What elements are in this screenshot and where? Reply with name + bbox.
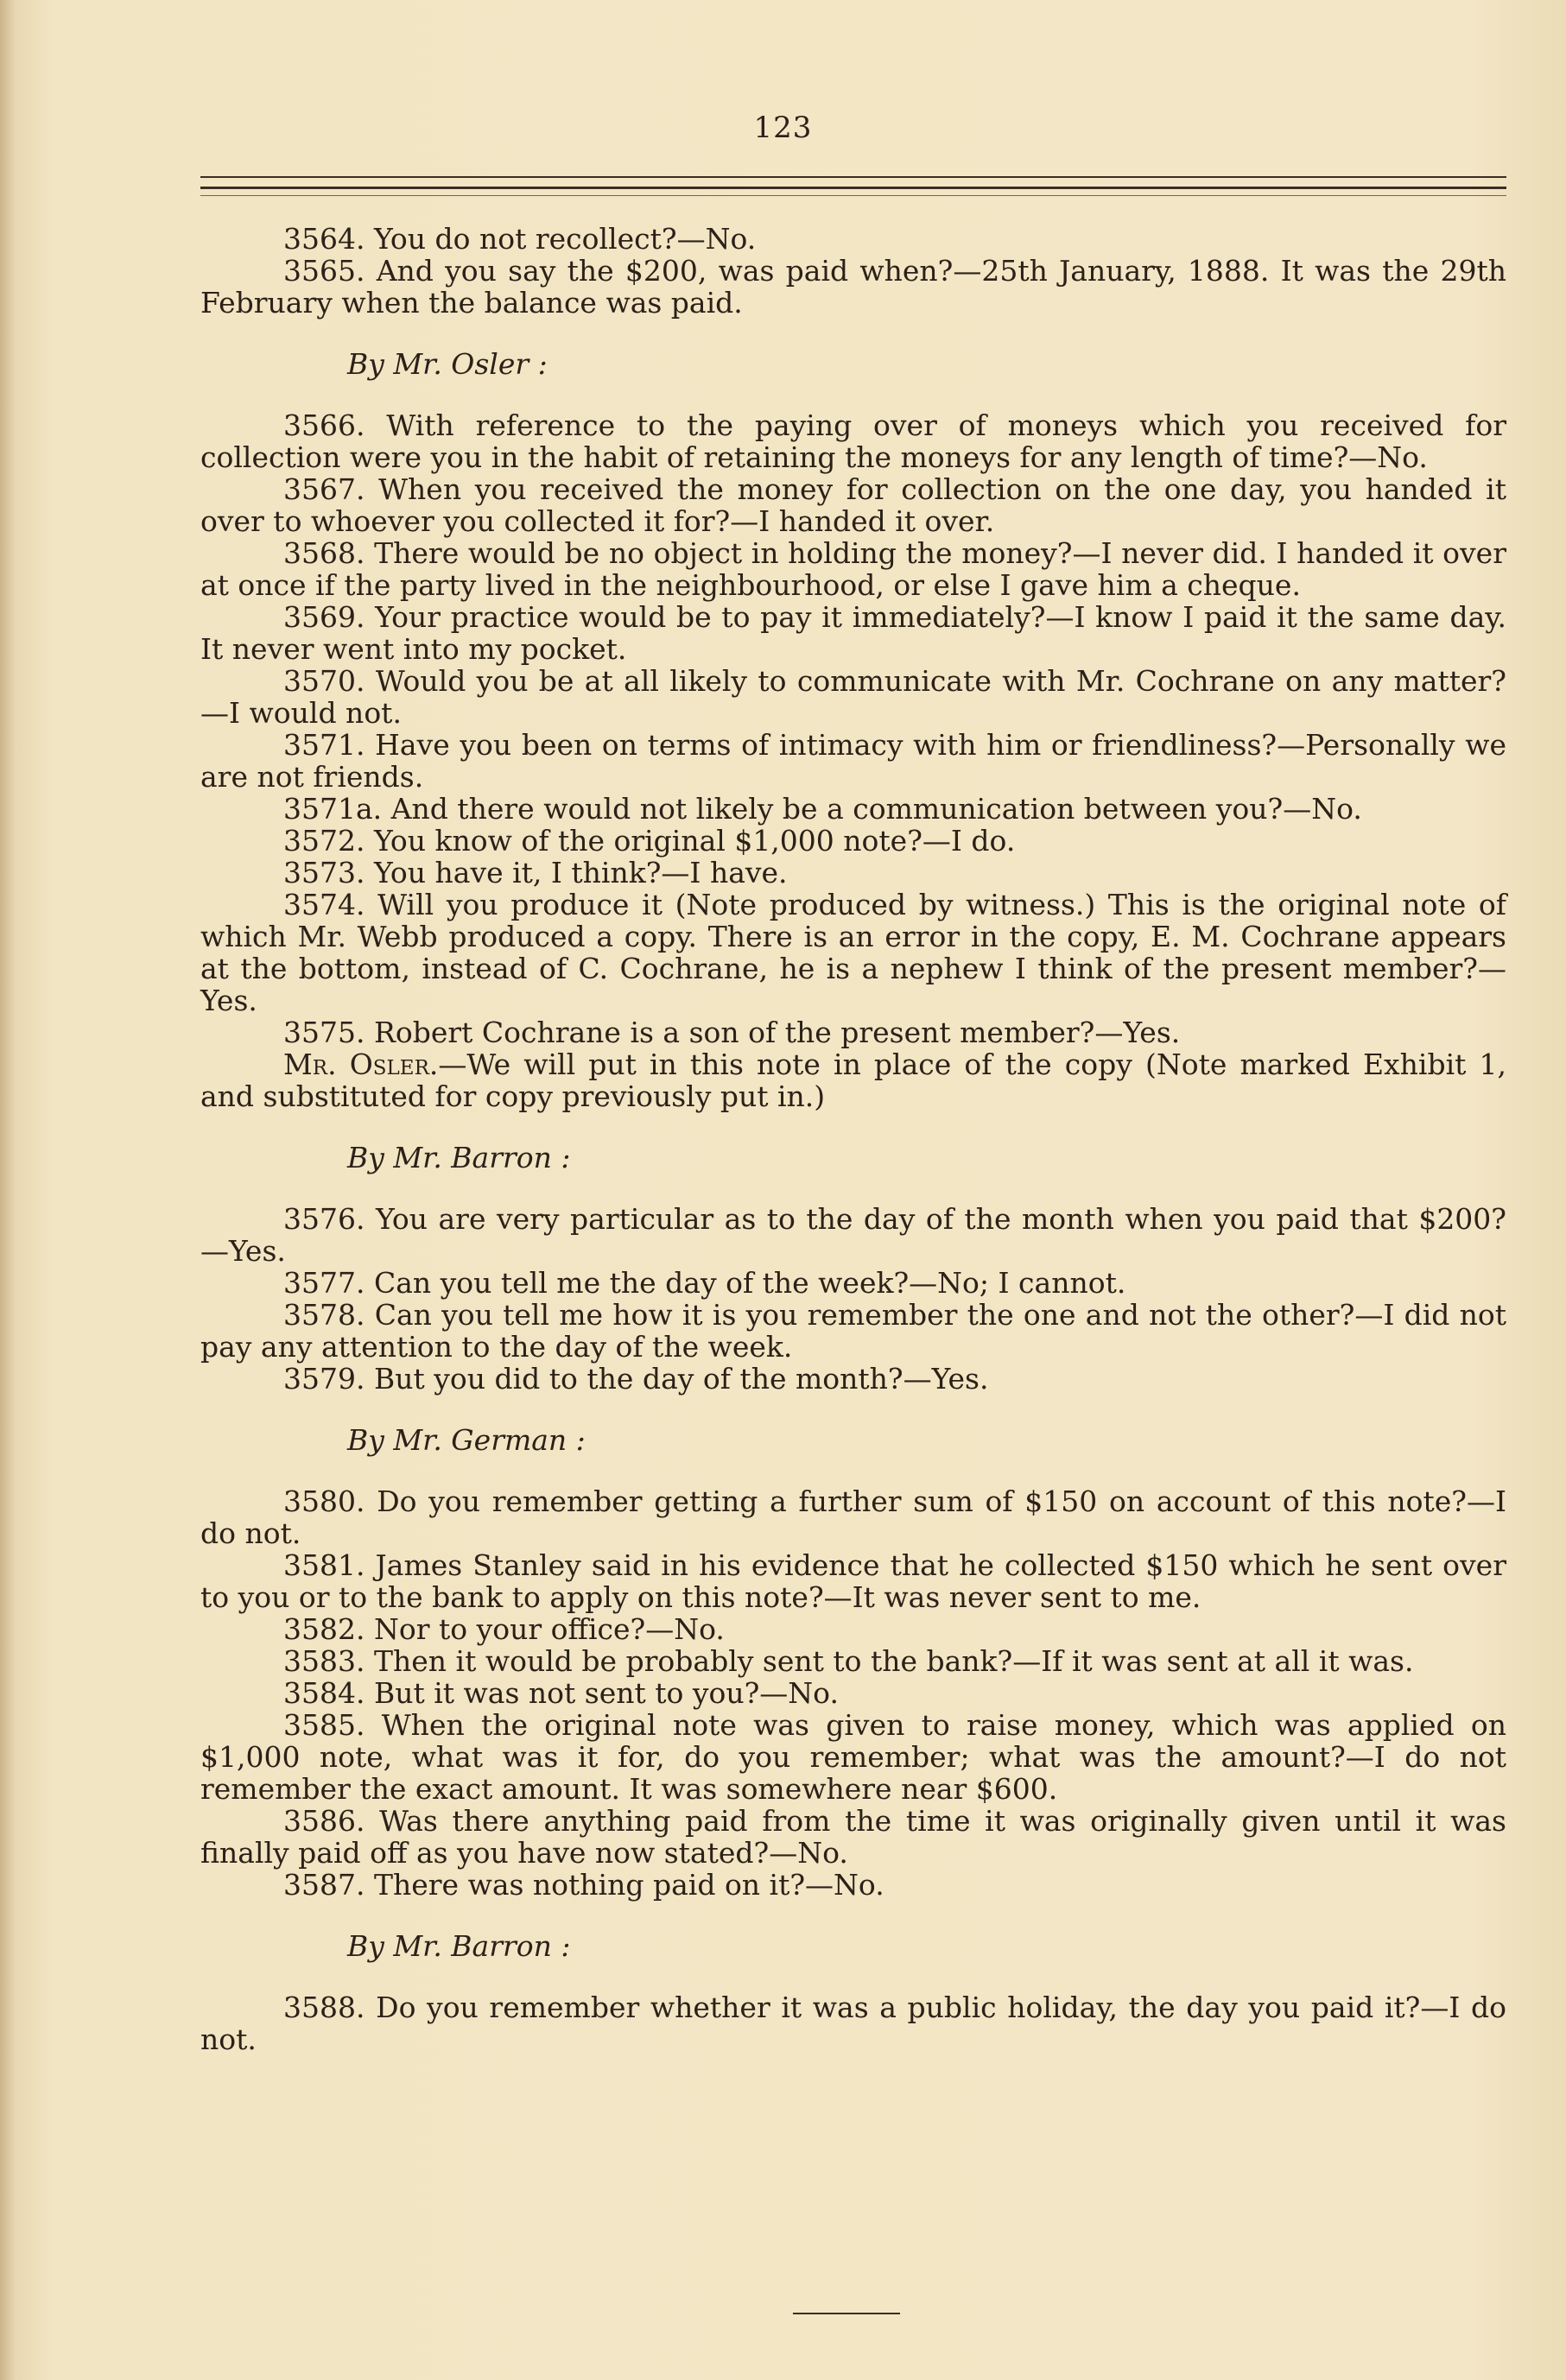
- question-entry: [200, 1363, 1506, 1395]
- question-number: 3580.: [283, 1484, 365, 1518]
- question-text: Robert Cochrane is a son of the present member?—Yes.: [373, 1016, 1181, 1049]
- question-number: 3568.: [283, 536, 365, 570]
- question-number: 3579.: [283, 1362, 365, 1396]
- question-entry: [200, 1709, 1506, 1805]
- question-text: Your practice would be to pay it immediately?—I know I paid it the same day. It never went into my pocket.: [200, 600, 1506, 666]
- footer-rule: [793, 2313, 900, 2314]
- question-entry: [200, 1267, 1506, 1299]
- question-entry: [200, 255, 1506, 319]
- question-number: 3569.: [283, 600, 365, 634]
- question-number: 3570.: [283, 664, 365, 698]
- question-text: Would you be at all likely to communicate with Mr. Cochrane on any matter?—I would not.: [200, 664, 1506, 730]
- question-entry: [200, 601, 1506, 665]
- question-text: Can you tell me the day of the week?—No; I cannot.: [373, 1266, 1126, 1300]
- question-number: 3567.: [283, 472, 365, 506]
- question-entry: [200, 665, 1506, 729]
- question-entry: [200, 793, 1506, 825]
- question-text: Have you been on terms of intimacy with him or friendliness?—Personally we are not friends.: [200, 728, 1506, 794]
- question-number: 3573.: [283, 856, 365, 889]
- question-entry: [200, 1645, 1506, 1677]
- question-number: 3577.: [283, 1266, 365, 1300]
- question-entry: [200, 729, 1506, 793]
- question-text: Nor to your office?—No.: [373, 1612, 725, 1646]
- question-entry: [200, 1299, 1506, 1363]
- question-entry: [200, 223, 1506, 255]
- question-entry: [200, 1805, 1506, 1869]
- question-number: 3572.: [283, 824, 365, 858]
- question-text: Will you produce it (Note produced by witness.) This is the original note of which Mr. Webb produced a copy. There is an error in the copy, E. M. Cochrane appears at the bottom, instead of C. Cochrane, he is a nephew I think of the present member?—Yes.: [200, 888, 1506, 1017]
- question-number: 3574.: [283, 888, 365, 921]
- question-text: Do you remember getting a further sum of $150 on account of this note?—I do not.: [200, 1484, 1506, 1550]
- question-entry: [200, 1016, 1506, 1048]
- question-text: But you did to the day of the month?—Yes.: [373, 1362, 989, 1396]
- question-number: 3584.: [283, 1676, 365, 1710]
- question-text: There would be no object in holding the money?—I never did. I handed it over at once if the party lived in the neighbourhood, or else I gave him a cheque.: [200, 536, 1506, 602]
- question-number: 3566.: [283, 408, 365, 442]
- question-number: 3576.: [283, 1202, 365, 1236]
- question-entry: [200, 537, 1506, 601]
- question-number: 3565.: [283, 254, 365, 288]
- question-number: 3586.: [283, 1804, 365, 1838]
- speaker-name: Mr. Osler.: [283, 1048, 439, 1081]
- question-text: And there would not likely be a communication between you?—No.: [390, 792, 1362, 826]
- page-number: 123: [753, 111, 813, 145]
- question-text: Do you remember whether it was a public holiday, the day you paid it?—I do not.: [200, 1991, 1506, 2056]
- question-text: And you say the $200, was paid when?—25th January, 1888. It was the 29th February when the balance was paid.: [200, 254, 1506, 320]
- question-text: There was nothing paid on it?—No.: [373, 1868, 884, 1902]
- question-number: 3588.: [283, 1991, 365, 2024]
- question-text: When you received the money for collection on the one day, you handed it over to whoever you collected it for?—I handed it over.: [200, 472, 1506, 538]
- question-text: You know of the original $1,000 note?—I do.: [373, 824, 1016, 858]
- header-rule: [200, 195, 1506, 196]
- question-text: You are very particular as to the day of the month when you paid that $200?—Yes.: [200, 1202, 1506, 1268]
- question-entry: [200, 825, 1506, 857]
- question-number: 3564.: [283, 222, 365, 256]
- question-entry: [200, 1485, 1506, 1549]
- speaker-statement: [200, 1048, 1506, 1112]
- page-body: [200, 223, 1506, 2055]
- question-entry: [200, 1203, 1506, 1267]
- examiner-heading: By Mr. Barron :: [347, 1141, 571, 1174]
- examiner-heading: By Mr. Barron :: [347, 1929, 571, 1963]
- examiner-heading: By Mr. Osler :: [347, 347, 548, 381]
- question-number: 3578.: [283, 1298, 365, 1332]
- question-number: 3571.: [283, 728, 365, 762]
- question-text: Then it would be probably sent to the bank?—If it was sent at all it was.: [373, 1644, 1414, 1678]
- question-entry: [200, 473, 1506, 537]
- question-number: 3583.: [283, 1644, 365, 1678]
- statement-text: —We will put in this note in place of the copy (Note marked Exhibit 1, and substituted for copy previously put in.): [200, 1048, 1506, 1113]
- question-text: Can you tell me how it is you remember the one and not the other?—I did not pay any attention to the day of the week.: [200, 1298, 1506, 1364]
- question-entry: [200, 1549, 1506, 1613]
- question-entry: [200, 409, 1506, 473]
- question-text: You do not recollect?—No.: [373, 222, 757, 256]
- question-number: 3575.: [283, 1016, 365, 1049]
- question-text: But it was not sent to you?—No.: [373, 1676, 839, 1710]
- question-text: When the original note was given to raise money, which was applied on $1,000 note, what was it for, do you remember; what was the amount?—I do not remember the exact amount. It was somewhere near $600.: [200, 1708, 1506, 1806]
- question-number: 3585.: [283, 1708, 365, 1742]
- question-number: 3581.: [283, 1548, 365, 1582]
- question-text: With reference to the paying over of moneys which you received for collection were you in the habit of retaining the moneys for any length of time?—No.: [200, 408, 1507, 474]
- question-entry: [200, 857, 1506, 889]
- header-rule: [200, 176, 1506, 178]
- question-number: 3587.: [283, 1868, 365, 1902]
- question-entry: [200, 1991, 1506, 2055]
- question-entry: [200, 1869, 1506, 1901]
- question-text: You have it, I think?—I have.: [373, 856, 788, 889]
- question-entry: [200, 1677, 1506, 1709]
- question-number: 3571a.: [283, 792, 383, 826]
- question-entry: [200, 889, 1506, 1016]
- question-number: 3582.: [283, 1612, 365, 1646]
- header-rule: [200, 187, 1506, 189]
- question-entry: [200, 1613, 1506, 1645]
- examiner-heading: By Mr. German :: [347, 1423, 586, 1457]
- question-text: Was there anything paid from the time it was originally given until it was finally paid off as you have now stated?—No.: [200, 1804, 1506, 1870]
- question-text: James Stanley said in his evidence that he collected $150 which he sent over to you or to the bank to apply on this note?—It was never sent to me.: [200, 1548, 1506, 1614]
